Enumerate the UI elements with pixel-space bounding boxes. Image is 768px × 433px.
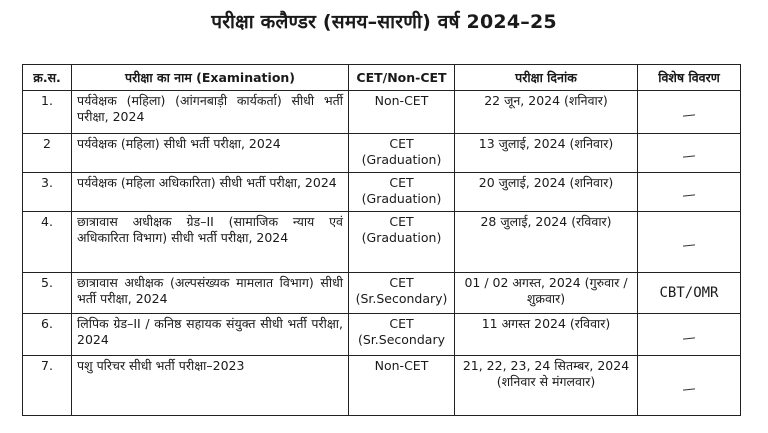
table-row xyxy=(23,173,741,212)
header-cet: CET/Non-CET xyxy=(349,65,455,91)
cell-remark xyxy=(638,134,741,173)
cell-sno: 7. xyxy=(23,356,72,416)
cell-cet: CET (Graduation) xyxy=(349,134,455,173)
exam-calendar-table xyxy=(22,64,741,416)
dash-mark xyxy=(683,245,695,247)
dash-mark xyxy=(683,337,695,339)
dash-mark xyxy=(683,115,695,117)
table-row xyxy=(23,273,741,314)
header-sno: क्र.स. xyxy=(23,65,72,91)
cell-exam-date: 11 अगस्त 2024 (रविवार) xyxy=(455,314,638,356)
table-row xyxy=(23,134,741,173)
cell-sno: 4. xyxy=(23,212,72,273)
cell-remark xyxy=(638,356,741,416)
cell-remark xyxy=(638,314,741,356)
dash-mark xyxy=(683,388,695,390)
cell-sno: 6. xyxy=(23,314,72,356)
cell-sno: 1. xyxy=(23,91,72,134)
cell-sno: 3. xyxy=(23,173,72,212)
header-exam-date: परीक्षा दिनांक xyxy=(455,65,638,91)
table-row xyxy=(23,91,741,134)
cell-exam-date: 01 / 02 अगस्त, 2024 (गुरुवार / शुक्रवार) xyxy=(455,273,638,314)
cell-remark xyxy=(638,91,741,134)
header-exam-name: परीक्षा का नाम (Examination) xyxy=(72,65,349,91)
cell-cet: Non-CET xyxy=(349,91,455,134)
table-header-row xyxy=(23,65,741,91)
page-title: परीक्षा कलैण्डर (समय–सारणी) वर्ष 2024–25 xyxy=(211,11,557,33)
cell-cet: Non-CET xyxy=(349,356,455,416)
cell-sno: 2 xyxy=(23,134,72,173)
cell-exam-name: छात्रावास अधीक्षक (अल्पसंख्यक मामलात विभाग) सीधी भर्ती परीक्षा, 2024 xyxy=(72,273,349,314)
remark-cbt-omr: CBT/OMR xyxy=(659,284,719,301)
cell-cet: CET (Graduation) xyxy=(349,173,455,212)
cell-exam-date: 21, 22, 23, 24 सितम्बर, 2024 (शनिवार से मंगलवार) xyxy=(455,356,638,416)
cell-remark xyxy=(638,173,741,212)
dash-mark xyxy=(683,156,695,158)
cell-exam-name: पर्यवेक्षक (महिला) (आंगनबाड़ी कार्यकर्ता) सीधी भर्ती परीक्षा, 2024 xyxy=(72,91,349,134)
header-remark: विशेष विवरण xyxy=(638,65,741,91)
cell-exam-name: छात्रावास अधीक्षक ग्रेड–II (सामाजिक न्याय एवं अधिकारिता विभाग) सीधी भर्ती परीक्षा, 2024 xyxy=(72,212,349,273)
table-row xyxy=(23,356,741,416)
cell-cet: CET (Sr.Secondary xyxy=(349,314,455,356)
cell-exam-date: 13 जुलाई, 2024 (शनिवार) xyxy=(455,134,638,173)
cell-cet: CET (Graduation) xyxy=(349,212,455,273)
cell-exam-name: पर्यवेक्षक (महिला अधिकारिता) सीधी भर्ती परीक्षा, 2024 xyxy=(72,173,349,212)
cell-exam-name: पशु परिचर सीधी भर्ती परीक्षा–2023 xyxy=(72,356,349,416)
cell-exam-date: 20 जुलाई, 2024 (शनिवार) xyxy=(455,173,638,212)
cell-exam-name: लिपिक ग्रेड–II / कनिष्ठ सहायक संयुक्त सीधी भर्ती परीक्षा, 2024 xyxy=(72,314,349,356)
cell-exam-date: 28 जुलाई, 2024 (रविवार) xyxy=(455,212,638,273)
cell-remark xyxy=(638,273,741,314)
cell-sno: 5. xyxy=(23,273,72,314)
cell-cet: CET (Sr.Secondary) xyxy=(349,273,455,314)
cell-remark xyxy=(638,212,741,273)
dash-mark xyxy=(683,195,695,197)
cell-exam-name: पर्यवेक्षक (महिला) सीधी भर्ती परीक्षा, 2024 xyxy=(72,134,349,173)
table-row xyxy=(23,212,741,273)
table-row xyxy=(23,314,741,356)
cell-exam-date: 22 जून, 2024 (शनिवार) xyxy=(455,91,638,134)
